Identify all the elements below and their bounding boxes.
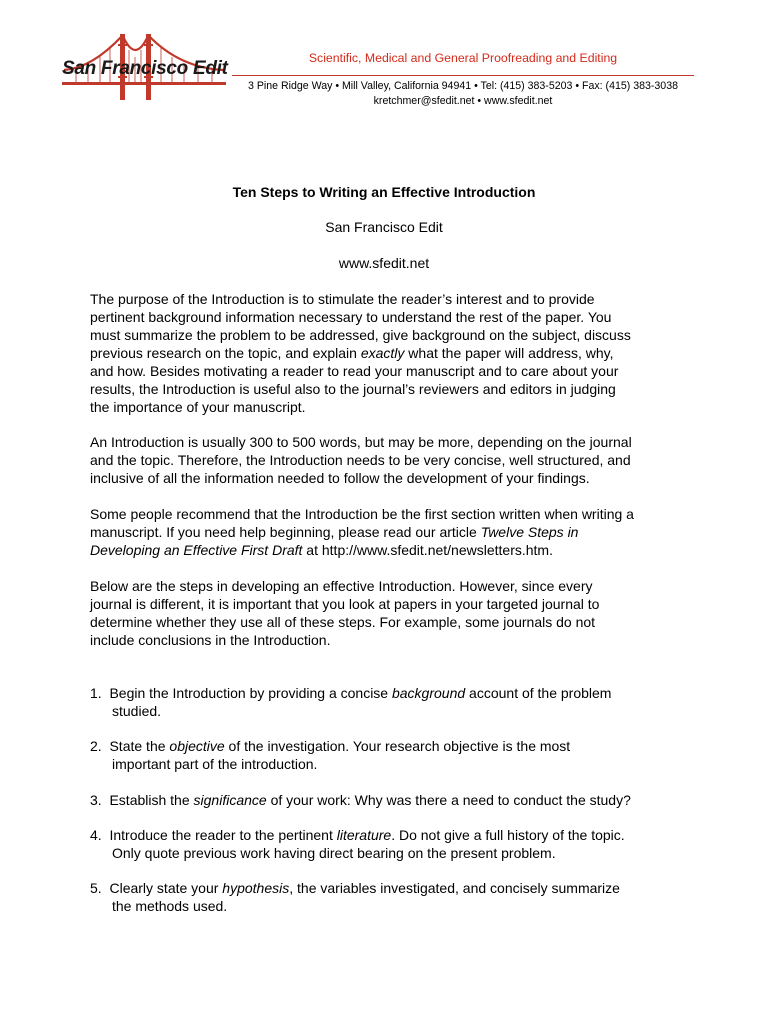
company-tagline: Scientific, Medical and General Proofreading and Editing: [308, 51, 618, 65]
list-item: 4. Introduce the reader to the pertinent literature. Do not give a full history of the topic. Only quote previous work having direct bearing on the present problem.: [90, 827, 625, 861]
text-line: and the topic. Therefore, the Introduction needs to be very concise, well structured, and: [90, 452, 631, 468]
list-item: 2. State the objective of the investigation. Your research objective is the most important part of the introduction.: [90, 738, 571, 772]
text-line: journal is different, it is important that you look at papers in your targeted journal to: [90, 596, 600, 612]
list-item: 3. Establish the significance of your work: Why was there a need to conduct the study?: [90, 792, 631, 808]
paragraph-purpose: [90, 290, 690, 416]
text-line: An Introduction is usually 300 to 500 words, but may be more, depending on the journal: [90, 434, 632, 450]
text-line: Developing an Effective First Draft at http://www.sfedit.net/newsletters.htm.: [90, 542, 553, 558]
document-website: www.sfedit.net: [338, 255, 430, 271]
text-line: results, the Introduction is useful also to the journal’s reviewers and editors in judging: [90, 381, 616, 397]
logo-wordmark: San Francisco Edit: [62, 58, 228, 79]
text-line: The purpose of the Introduction is to stimulate the reader’s interest and to provide: [90, 291, 595, 307]
text-line: the importance of your manuscript.: [90, 399, 306, 415]
text-line: pertinent background information necessary to understand the rest of the paper. You: [90, 309, 612, 325]
text-line: previous research on the topic, and explain exactly what the paper will address, why,: [90, 345, 614, 361]
text-line: include conclusions in the Introduction.: [90, 632, 331, 648]
document-author: San Francisco Edit: [325, 219, 443, 235]
company-contact: kretchmer@sfedit.net • www.sfedit.net: [373, 95, 553, 107]
text-line: Some people recommend that the Introduction be the first section written when writing a: [90, 506, 634, 522]
company-address: 3 Pine Ridge Way • Mill Valley, California 94941 • Tel: (415) 383-5203 • Fax: (415) 383-3038: [247, 80, 678, 92]
header-divider: [232, 75, 694, 76]
paragraph-steps-intro: [90, 577, 690, 649]
paragraph-length: [90, 433, 690, 487]
text-line: inclusive of all the information needed to follow the development of your findings.: [90, 470, 590, 486]
list-item: 5. Clearly state your hypothesis, the variables investigated, and concisely summarize the methods used.: [90, 880, 620, 914]
text-line: and how. Besides motivating a reader to read your manuscript and to care about your: [90, 363, 619, 379]
company-logo: [62, 30, 226, 102]
text-line: must summarize the problem to be addressed, give background on the subject, discuss: [90, 327, 631, 343]
paragraph-first-section: [90, 505, 690, 559]
text-line: determine whether they use all of these steps. For example, some journals do not: [90, 614, 596, 630]
text-line: manuscript. If you need help beginning, please read our article Twelve Steps in: [90, 524, 579, 540]
text-line: Below are the steps in developing an effective Introduction. However, since every: [90, 578, 593, 594]
document-title: Ten Steps to Writing an Effective Introduction: [232, 184, 536, 200]
list-item: 1. Begin the Introduction by providing a concise background account of the problem studied.: [90, 685, 612, 719]
